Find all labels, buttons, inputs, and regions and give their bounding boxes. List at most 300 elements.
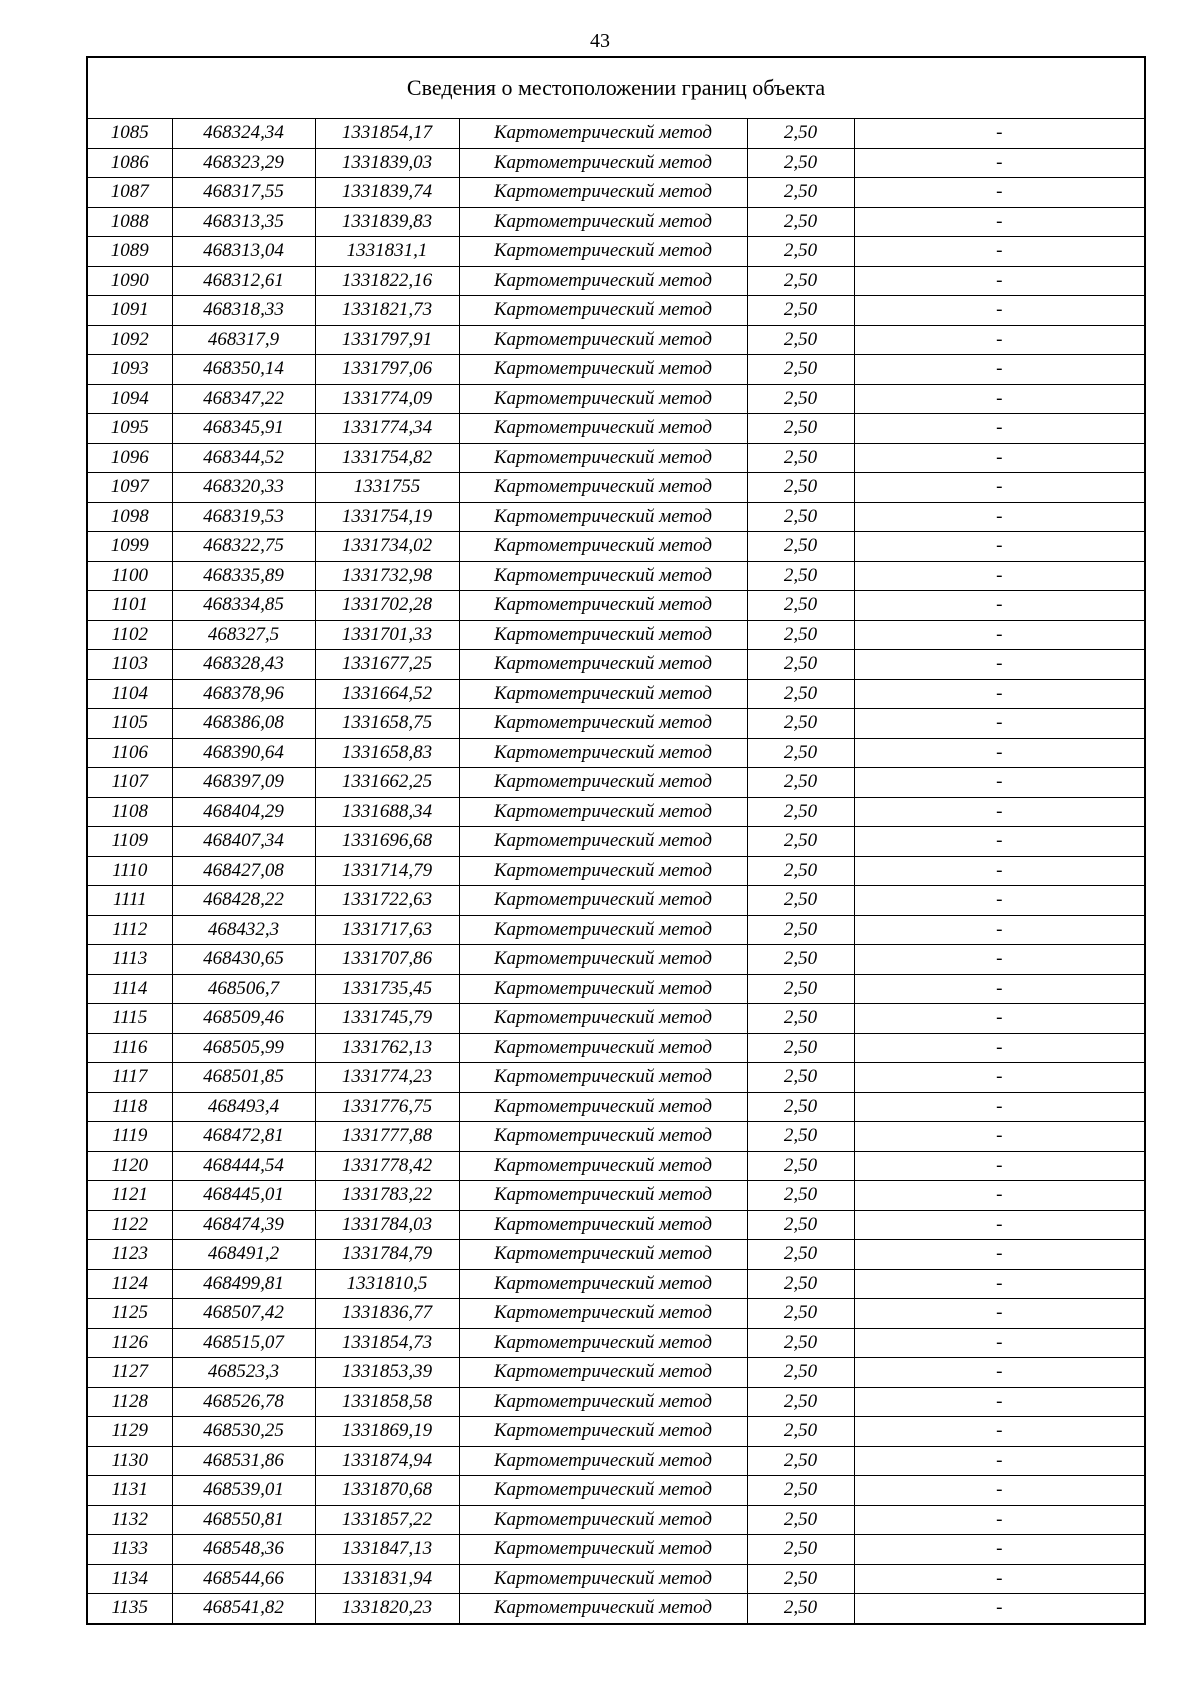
- description-cell: -: [854, 1269, 1145, 1299]
- accuracy-cell: 2,50: [747, 1535, 854, 1565]
- point-number-cell: 1094: [87, 384, 172, 414]
- y-coordinate-cell: 1331762,13: [315, 1033, 459, 1063]
- accuracy-cell: 2,50: [747, 443, 854, 473]
- x-coordinate-cell: 468350,14: [172, 355, 315, 385]
- table-row: [87, 1387, 1145, 1417]
- description-cell: -: [854, 1417, 1145, 1447]
- method-cell: Картометрический метод: [459, 1210, 747, 1240]
- x-coordinate-cell: 468531,86: [172, 1446, 315, 1476]
- table-body: [87, 57, 1145, 1624]
- x-coordinate-cell: 468509,46: [172, 1004, 315, 1034]
- x-coordinate-cell: 468347,22: [172, 384, 315, 414]
- y-coordinate-cell: 1331854,73: [315, 1328, 459, 1358]
- y-coordinate-cell: 1331821,73: [315, 296, 459, 326]
- x-coordinate-cell: 468427,08: [172, 856, 315, 886]
- description-cell: -: [854, 709, 1145, 739]
- description-cell: -: [854, 355, 1145, 385]
- description-cell: -: [854, 827, 1145, 857]
- method-cell: Картометрический метод: [459, 355, 747, 385]
- method-cell: Картометрический метод: [459, 1358, 747, 1388]
- accuracy-cell: 2,50: [747, 1240, 854, 1270]
- method-cell: Картометрический метод: [459, 237, 747, 267]
- method-cell: Картометрический метод: [459, 1269, 747, 1299]
- table-row: [87, 1240, 1145, 1270]
- point-number-cell: 1113: [87, 945, 172, 975]
- accuracy-cell: 2,50: [747, 237, 854, 267]
- description-cell: -: [854, 384, 1145, 414]
- description-cell: -: [854, 1004, 1145, 1034]
- point-number-cell: 1116: [87, 1033, 172, 1063]
- y-coordinate-cell: 1331874,94: [315, 1446, 459, 1476]
- point-number-cell: 1104: [87, 679, 172, 709]
- point-number-cell: 1133: [87, 1535, 172, 1565]
- method-cell: Картометрический метод: [459, 1594, 747, 1624]
- description-cell: -: [854, 1328, 1145, 1358]
- y-coordinate-cell: 1331774,34: [315, 414, 459, 444]
- x-coordinate-cell: 468548,36: [172, 1535, 315, 1565]
- method-cell: Картометрический метод: [459, 856, 747, 886]
- description-cell: -: [854, 797, 1145, 827]
- table-row: [87, 119, 1145, 149]
- table-row: [87, 1299, 1145, 1329]
- x-coordinate-cell: 468404,29: [172, 797, 315, 827]
- accuracy-cell: 2,50: [747, 148, 854, 178]
- method-cell: Картометрический метод: [459, 384, 747, 414]
- point-number-cell: 1092: [87, 325, 172, 355]
- table-row: [87, 1358, 1145, 1388]
- method-cell: Картометрический метод: [459, 974, 747, 1004]
- accuracy-cell: 2,50: [747, 414, 854, 444]
- accuracy-cell: 2,50: [747, 178, 854, 208]
- point-number-cell: 1122: [87, 1210, 172, 1240]
- method-cell: Картометрический метод: [459, 620, 747, 650]
- description-cell: -: [854, 1535, 1145, 1565]
- y-coordinate-cell: 1331831,1: [315, 237, 459, 267]
- y-coordinate-cell: 1331822,16: [315, 266, 459, 296]
- description-cell: -: [854, 1033, 1145, 1063]
- x-coordinate-cell: 468327,5: [172, 620, 315, 650]
- y-coordinate-cell: 1331847,13: [315, 1535, 459, 1565]
- point-number-cell: 1117: [87, 1063, 172, 1093]
- point-number-cell: 1090: [87, 266, 172, 296]
- y-coordinate-cell: 1331774,23: [315, 1063, 459, 1093]
- table-row: [87, 148, 1145, 178]
- accuracy-cell: 2,50: [747, 1387, 854, 1417]
- point-number-cell: 1121: [87, 1181, 172, 1211]
- method-cell: Картометрический метод: [459, 1417, 747, 1447]
- point-number-cell: 1101: [87, 591, 172, 621]
- method-cell: Картометрический метод: [459, 1387, 747, 1417]
- description-cell: -: [854, 502, 1145, 532]
- x-coordinate-cell: 468313,35: [172, 207, 315, 237]
- x-coordinate-cell: 468491,2: [172, 1240, 315, 1270]
- description-cell: -: [854, 1387, 1145, 1417]
- x-coordinate-cell: 468526,78: [172, 1387, 315, 1417]
- table-row: [87, 1269, 1145, 1299]
- method-cell: Картометрический метод: [459, 768, 747, 798]
- x-coordinate-cell: 468430,65: [172, 945, 315, 975]
- accuracy-cell: 2,50: [747, 1594, 854, 1624]
- method-cell: Картометрический метод: [459, 1151, 747, 1181]
- y-coordinate-cell: 1331797,91: [315, 325, 459, 355]
- accuracy-cell: 2,50: [747, 679, 854, 709]
- y-coordinate-cell: 1331754,19: [315, 502, 459, 532]
- table-row: [87, 1151, 1145, 1181]
- x-coordinate-cell: 468493,4: [172, 1092, 315, 1122]
- table-row: [87, 856, 1145, 886]
- y-coordinate-cell: 1331820,23: [315, 1594, 459, 1624]
- method-cell: Картометрический метод: [459, 591, 747, 621]
- y-coordinate-cell: 1331836,77: [315, 1299, 459, 1329]
- method-cell: Картометрический метод: [459, 1092, 747, 1122]
- description-cell: -: [854, 1476, 1145, 1506]
- x-coordinate-cell: 468334,85: [172, 591, 315, 621]
- accuracy-cell: 2,50: [747, 620, 854, 650]
- y-coordinate-cell: 1331755: [315, 473, 459, 503]
- x-coordinate-cell: 468444,54: [172, 1151, 315, 1181]
- description-cell: -: [854, 1122, 1145, 1152]
- x-coordinate-cell: 468317,9: [172, 325, 315, 355]
- method-cell: Картометрический метод: [459, 1063, 747, 1093]
- description-cell: -: [854, 768, 1145, 798]
- description-cell: -: [854, 1564, 1145, 1594]
- x-coordinate-cell: 468539,01: [172, 1476, 315, 1506]
- table-title-row: [87, 57, 1145, 119]
- accuracy-cell: 2,50: [747, 1122, 854, 1152]
- x-coordinate-cell: 468323,29: [172, 148, 315, 178]
- point-number-cell: 1135: [87, 1594, 172, 1624]
- point-number-cell: 1105: [87, 709, 172, 739]
- point-number-cell: 1099: [87, 532, 172, 562]
- point-number-cell: 1097: [87, 473, 172, 503]
- y-coordinate-cell: 1331745,79: [315, 1004, 459, 1034]
- y-coordinate-cell: 1331754,82: [315, 443, 459, 473]
- table-row: [87, 443, 1145, 473]
- table-row: [87, 886, 1145, 916]
- y-coordinate-cell: 1331714,79: [315, 856, 459, 886]
- accuracy-cell: 2,50: [747, 119, 854, 149]
- table-row: [87, 355, 1145, 385]
- description-cell: -: [854, 296, 1145, 326]
- description-cell: -: [854, 473, 1145, 503]
- table-row: [87, 1210, 1145, 1240]
- method-cell: Картометрический метод: [459, 915, 747, 945]
- y-coordinate-cell: 1331658,75: [315, 709, 459, 739]
- method-cell: Картометрический метод: [459, 827, 747, 857]
- table-title: Сведения о местоположении границ объекта: [87, 57, 1145, 119]
- accuracy-cell: 2,50: [747, 709, 854, 739]
- table-row: [87, 1417, 1145, 1447]
- description-cell: -: [854, 945, 1145, 975]
- x-coordinate-cell: 468499,81: [172, 1269, 315, 1299]
- description-cell: -: [854, 1594, 1145, 1624]
- accuracy-cell: 2,50: [747, 325, 854, 355]
- accuracy-cell: 2,50: [747, 1299, 854, 1329]
- x-coordinate-cell: 468390,64: [172, 738, 315, 768]
- accuracy-cell: 2,50: [747, 384, 854, 414]
- accuracy-cell: 2,50: [747, 1476, 854, 1506]
- description-cell: -: [854, 1063, 1145, 1093]
- table-row: [87, 266, 1145, 296]
- accuracy-cell: 2,50: [747, 945, 854, 975]
- description-cell: -: [854, 620, 1145, 650]
- description-cell: -: [854, 650, 1145, 680]
- description-cell: -: [854, 443, 1145, 473]
- method-cell: Картометрический метод: [459, 1564, 747, 1594]
- description-cell: -: [854, 1240, 1145, 1270]
- description-cell: -: [854, 1505, 1145, 1535]
- description-cell: -: [854, 119, 1145, 149]
- point-number-cell: 1108: [87, 797, 172, 827]
- x-coordinate-cell: 468506,7: [172, 974, 315, 1004]
- method-cell: Картометрический метод: [459, 1033, 747, 1063]
- table-row: [87, 679, 1145, 709]
- y-coordinate-cell: 1331717,63: [315, 915, 459, 945]
- y-coordinate-cell: 1331858,58: [315, 1387, 459, 1417]
- point-number-cell: 1128: [87, 1387, 172, 1417]
- point-number-cell: 1131: [87, 1476, 172, 1506]
- table-row: [87, 1446, 1145, 1476]
- x-coordinate-cell: 468324,34: [172, 119, 315, 149]
- x-coordinate-cell: 468407,34: [172, 827, 315, 857]
- table-row: [87, 384, 1145, 414]
- accuracy-cell: 2,50: [747, 1564, 854, 1594]
- accuracy-cell: 2,50: [747, 532, 854, 562]
- point-number-cell: 1126: [87, 1328, 172, 1358]
- point-number-cell: 1085: [87, 119, 172, 149]
- table-row: [87, 974, 1145, 1004]
- y-coordinate-cell: 1331734,02: [315, 532, 459, 562]
- accuracy-cell: 2,50: [747, 856, 854, 886]
- x-coordinate-cell: 468432,3: [172, 915, 315, 945]
- accuracy-cell: 2,50: [747, 1092, 854, 1122]
- y-coordinate-cell: 1331701,33: [315, 620, 459, 650]
- accuracy-cell: 2,50: [747, 915, 854, 945]
- description-cell: -: [854, 1181, 1145, 1211]
- description-cell: -: [854, 1151, 1145, 1181]
- point-number-cell: 1102: [87, 620, 172, 650]
- x-coordinate-cell: 468550,81: [172, 1505, 315, 1535]
- y-coordinate-cell: 1331839,03: [315, 148, 459, 178]
- point-number-cell: 1107: [87, 768, 172, 798]
- point-number-cell: 1134: [87, 1564, 172, 1594]
- method-cell: Картометрический метод: [459, 1181, 747, 1211]
- accuracy-cell: 2,50: [747, 591, 854, 621]
- accuracy-cell: 2,50: [747, 768, 854, 798]
- x-coordinate-cell: 468507,42: [172, 1299, 315, 1329]
- x-coordinate-cell: 468445,01: [172, 1181, 315, 1211]
- method-cell: Картометрический метод: [459, 679, 747, 709]
- description-cell: -: [854, 266, 1145, 296]
- x-coordinate-cell: 468544,66: [172, 1564, 315, 1594]
- y-coordinate-cell: 1331857,22: [315, 1505, 459, 1535]
- method-cell: Картометрический метод: [459, 1299, 747, 1329]
- y-coordinate-cell: 1331831,94: [315, 1564, 459, 1594]
- description-cell: -: [854, 738, 1145, 768]
- y-coordinate-cell: 1331664,52: [315, 679, 459, 709]
- point-number-cell: 1129: [87, 1417, 172, 1447]
- description-cell: -: [854, 414, 1145, 444]
- accuracy-cell: 2,50: [747, 1151, 854, 1181]
- y-coordinate-cell: 1331784,79: [315, 1240, 459, 1270]
- y-coordinate-cell: 1331783,22: [315, 1181, 459, 1211]
- accuracy-cell: 2,50: [747, 886, 854, 916]
- page-number: 43: [590, 30, 610, 52]
- table-row: [87, 1033, 1145, 1063]
- point-number-cell: 1096: [87, 443, 172, 473]
- accuracy-cell: 2,50: [747, 797, 854, 827]
- description-cell: -: [854, 886, 1145, 916]
- accuracy-cell: 2,50: [747, 1328, 854, 1358]
- accuracy-cell: 2,50: [747, 207, 854, 237]
- table-row: [87, 797, 1145, 827]
- method-cell: Картометрический метод: [459, 414, 747, 444]
- description-cell: -: [854, 856, 1145, 886]
- x-coordinate-cell: 468320,33: [172, 473, 315, 503]
- method-cell: Картометрический метод: [459, 1476, 747, 1506]
- y-coordinate-cell: 1331776,75: [315, 1092, 459, 1122]
- y-coordinate-cell: 1331784,03: [315, 1210, 459, 1240]
- y-coordinate-cell: 1331869,19: [315, 1417, 459, 1447]
- point-number-cell: 1112: [87, 915, 172, 945]
- y-coordinate-cell: 1331854,17: [315, 119, 459, 149]
- table-row: [87, 1505, 1145, 1535]
- y-coordinate-cell: 1331722,63: [315, 886, 459, 916]
- table-row: [87, 1004, 1145, 1034]
- table-row: [87, 561, 1145, 591]
- table-row: [87, 827, 1145, 857]
- description-cell: -: [854, 974, 1145, 1004]
- method-cell: Картометрический метод: [459, 1122, 747, 1152]
- y-coordinate-cell: 1331662,25: [315, 768, 459, 798]
- y-coordinate-cell: 1331658,83: [315, 738, 459, 768]
- description-cell: -: [854, 1358, 1145, 1388]
- table-row: [87, 945, 1145, 975]
- method-cell: Картометрический метод: [459, 325, 747, 355]
- table-row: [87, 532, 1145, 562]
- point-number-cell: 1123: [87, 1240, 172, 1270]
- method-cell: Картометрический метод: [459, 473, 747, 503]
- x-coordinate-cell: 468472,81: [172, 1122, 315, 1152]
- method-cell: Картометрический метод: [459, 443, 747, 473]
- method-cell: Картометрический метод: [459, 502, 747, 532]
- x-coordinate-cell: 468328,43: [172, 650, 315, 680]
- x-coordinate-cell: 468530,25: [172, 1417, 315, 1447]
- x-coordinate-cell: 468378,96: [172, 679, 315, 709]
- description-cell: -: [854, 561, 1145, 591]
- table-row: [87, 709, 1145, 739]
- point-number-cell: 1095: [87, 414, 172, 444]
- accuracy-cell: 2,50: [747, 1505, 854, 1535]
- table-row: [87, 1092, 1145, 1122]
- method-cell: Картометрический метод: [459, 1240, 747, 1270]
- y-coordinate-cell: 1331677,25: [315, 650, 459, 680]
- accuracy-cell: 2,50: [747, 974, 854, 1004]
- method-cell: Картометрический метод: [459, 148, 747, 178]
- x-coordinate-cell: 468312,61: [172, 266, 315, 296]
- x-coordinate-cell: 468319,53: [172, 502, 315, 532]
- table-row: [87, 1535, 1145, 1565]
- point-number-cell: 1086: [87, 148, 172, 178]
- point-number-cell: 1088: [87, 207, 172, 237]
- method-cell: Картометрический метод: [459, 119, 747, 149]
- point-number-cell: 1098: [87, 502, 172, 532]
- table-row: [87, 1122, 1145, 1152]
- y-coordinate-cell: 1331797,06: [315, 355, 459, 385]
- y-coordinate-cell: 1331732,98: [315, 561, 459, 591]
- description-cell: -: [854, 325, 1145, 355]
- table-row: [87, 207, 1145, 237]
- x-coordinate-cell: 468386,08: [172, 709, 315, 739]
- x-coordinate-cell: 468317,55: [172, 178, 315, 208]
- accuracy-cell: 2,50: [747, 1269, 854, 1299]
- method-cell: Картометрический метод: [459, 266, 747, 296]
- x-coordinate-cell: 468345,91: [172, 414, 315, 444]
- table-row: [87, 768, 1145, 798]
- table-row: [87, 915, 1145, 945]
- point-number-cell: 1089: [87, 237, 172, 267]
- method-cell: Картометрический метод: [459, 738, 747, 768]
- point-number-cell: 1127: [87, 1358, 172, 1388]
- point-number-cell: 1125: [87, 1299, 172, 1329]
- point-number-cell: 1093: [87, 355, 172, 385]
- point-number-cell: 1109: [87, 827, 172, 857]
- description-cell: -: [854, 207, 1145, 237]
- x-coordinate-cell: 468474,39: [172, 1210, 315, 1240]
- method-cell: Картометрический метод: [459, 1004, 747, 1034]
- table-row: [87, 178, 1145, 208]
- description-cell: -: [854, 915, 1145, 945]
- y-coordinate-cell: 1331839,83: [315, 207, 459, 237]
- method-cell: Картометрический метод: [459, 1446, 747, 1476]
- description-cell: -: [854, 1446, 1145, 1476]
- table-row: [87, 1063, 1145, 1093]
- description-cell: -: [854, 1210, 1145, 1240]
- point-number-cell: 1118: [87, 1092, 172, 1122]
- point-number-cell: 1087: [87, 178, 172, 208]
- x-coordinate-cell: 468515,07: [172, 1328, 315, 1358]
- table-row: [87, 650, 1145, 680]
- table-row: [87, 1181, 1145, 1211]
- accuracy-cell: 2,50: [747, 1063, 854, 1093]
- y-coordinate-cell: 1331688,34: [315, 797, 459, 827]
- point-number-cell: 1106: [87, 738, 172, 768]
- accuracy-cell: 2,50: [747, 1210, 854, 1240]
- point-number-cell: 1091: [87, 296, 172, 326]
- method-cell: Картометрический метод: [459, 207, 747, 237]
- accuracy-cell: 2,50: [747, 1358, 854, 1388]
- accuracy-cell: 2,50: [747, 738, 854, 768]
- y-coordinate-cell: 1331810,5: [315, 1269, 459, 1299]
- point-number-cell: 1103: [87, 650, 172, 680]
- x-coordinate-cell: 468541,82: [172, 1594, 315, 1624]
- method-cell: Картометрический метод: [459, 532, 747, 562]
- table-row: [87, 502, 1145, 532]
- description-cell: -: [854, 1299, 1145, 1329]
- boundary-coordinates-table: [86, 56, 1146, 1625]
- x-coordinate-cell: 468335,89: [172, 561, 315, 591]
- accuracy-cell: 2,50: [747, 266, 854, 296]
- y-coordinate-cell: 1331839,74: [315, 178, 459, 208]
- table-row: [87, 473, 1145, 503]
- table-row: [87, 1328, 1145, 1358]
- x-coordinate-cell: 468505,99: [172, 1033, 315, 1063]
- x-coordinate-cell: 468344,52: [172, 443, 315, 473]
- y-coordinate-cell: 1331778,42: [315, 1151, 459, 1181]
- description-cell: -: [854, 148, 1145, 178]
- accuracy-cell: 2,50: [747, 473, 854, 503]
- method-cell: Картометрический метод: [459, 650, 747, 680]
